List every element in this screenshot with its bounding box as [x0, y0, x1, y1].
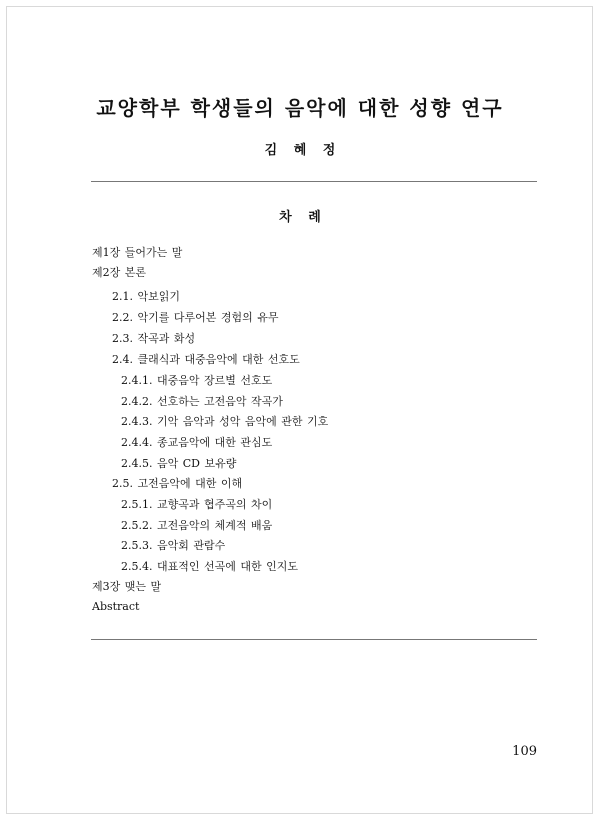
toc-entry[interactable]: 2.2. 악기를 다루어본 경험의 유무 [112, 311, 279, 324]
top-divider [91, 181, 537, 182]
toc-entry[interactable]: 제2장 본론 [92, 266, 146, 279]
toc-entry[interactable]: 2.5.1. 교향곡과 협주곡의 차이 [121, 498, 273, 511]
paper-title: 교양학부 학생들의 음악에 대한 성향 연구 [96, 96, 504, 120]
toc-entry[interactable]: 2.5.4. 대표적인 선곡에 대한 인지도 [121, 560, 298, 573]
toc-entry[interactable]: Abstract [92, 600, 140, 613]
toc-entry[interactable]: 2.4. 클래식과 대중음악에 대한 선호도 [112, 353, 300, 366]
toc-entry[interactable]: 2.4.3. 기악 음악과 성악 음악에 관한 기호 [121, 415, 329, 428]
toc-entry[interactable]: 2.4.2. 선호하는 고전음악 작곡가 [121, 395, 283, 408]
page-number: 109 [512, 744, 537, 759]
toc-entry[interactable]: 2.5. 고전음악에 대한 이해 [112, 477, 243, 490]
author-name: 김 혜 정 [264, 143, 336, 158]
toc-entry[interactable]: 2.4.1. 대중음악 장르별 선호도 [121, 374, 273, 387]
toc-entry[interactable]: 제3장 맺는 말 [92, 580, 162, 593]
page-border [6, 6, 593, 814]
toc-entry[interactable]: 2.3. 작곡과 화성 [112, 332, 196, 345]
bottom-divider [91, 639, 537, 640]
toc-heading: 차 례 [279, 210, 321, 225]
toc-entry[interactable]: 2.4.5. 음악 CD 보유량 [121, 457, 237, 470]
toc-entry[interactable]: 2.1. 악보읽기 [112, 290, 180, 303]
toc-entry[interactable]: 제1장 들어가는 말 [92, 246, 183, 259]
toc-entry[interactable]: 2.5.3. 음악회 관람수 [121, 539, 226, 552]
toc-entry[interactable]: 2.4.4. 종교음악에 대한 관심도 [121, 436, 273, 449]
toc-entry[interactable]: 2.5.2. 고전음악의 체계적 배움 [121, 519, 273, 532]
